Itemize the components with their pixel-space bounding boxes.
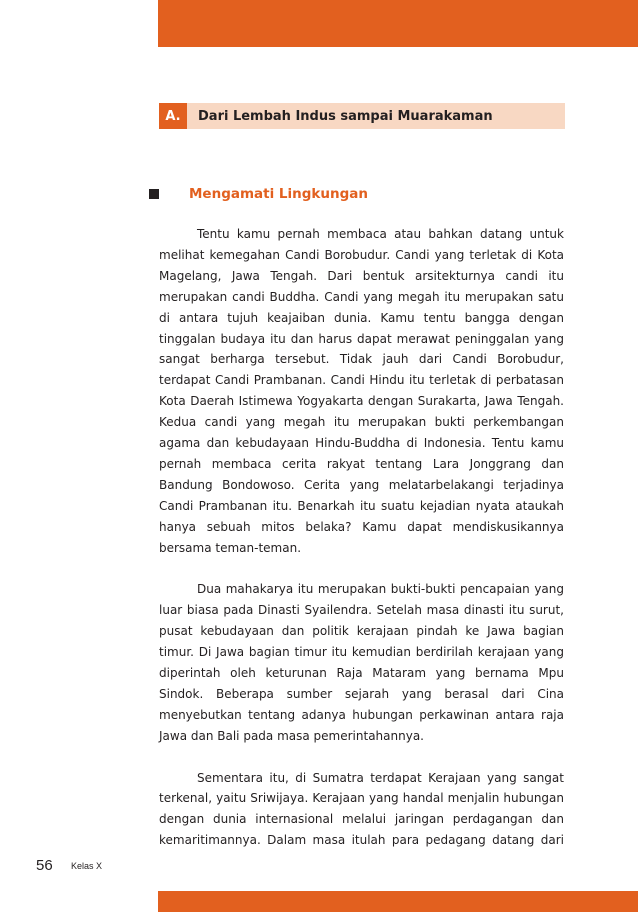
bullet-square-icon [149, 189, 159, 199]
subheading [149, 184, 368, 204]
paragraph-1: Tentu kamu pernah membaca atau bahkan datang untuk melihat kemegahan Candi Borobudur. Candi yang terletak di Kota Magelang, Jawa Tengah. Dari bentuk arsitekturnya candi itu merupakan candi Buddha. Candi yang megah itu merupakan satu di antara tujuh keajaiban dunia. Kamu tentu bangga dengan tinggalan budaya itu dan harus dapat merawat peninggalan yang sangat berharga tersebut. Tidak jauh dari Candi Borobudur, terdapat Candi Prambanan. Candi Hindu itu terletak di perbatasan Kota Daerah Istimewa Yogyakarta dengan Surakarta, Jawa Tengah. Kedua candi yang megah itu merupakan bukti perkembangan agama dan kebudayaan Hindu-Buddha di Indonesia. Tentu kamu pernah membaca cerita rakyat tentang Lara Jonggrang dan Bandung Bondowoso. Cerita yang melatarbelakangi terjadinya Candi Prambanan itu. Benarkah itu suatu kejadian nyata ataukah hanya sebuah mitos belaka? Kamu dapat mendiskusikannya bersama teman-teman. [159, 227, 564, 555]
page-number: 56 [36, 857, 53, 874]
footer-label: Kelas X [71, 861, 103, 871]
subheading-title: Mengamati Lingkungan [189, 186, 369, 202]
bottom-accent-bar [158, 891, 638, 912]
section-title: Dari Lembah Indus sampai Muarakaman [198, 108, 493, 124]
section-letter: A. [159, 103, 187, 129]
paragraph-3: Sementara itu, di Sumatra terdapat Kerajaan yang sangat terkenal, yaitu Sriwijaya. Kerajaan yang handal menjalin hubungan dengan dunia internasional melalui jaringan perdagangan dan kemaritimannya. Dalam masa itulah para pedagang datang dari [159, 770, 564, 848]
paragraph-2: Dua mahakarya itu merupakan bukti-bukti pencapaian yang luar biasa pada Dinasti Syailendra. Setelah masa dinasti itu surut, pusat kebudayaan dan politik kerajaan pindah ke Jawa bagian timur. Di Jawa bagian timur itu kemudian berdirilah kerajaan yang diperintah oleh keturunan Raja Mataram yang bernama Mpu Sindok. Beberapa sumber sejarah yang berasal dari Cina menyebutkan tentang adanya hubungan perkawinan antara raja Jawa dan Bali pada masa pemerintahannya. [159, 582, 564, 743]
body-text [159, 224, 564, 851]
section-header [159, 103, 565, 129]
top-accent-bar [158, 0, 638, 47]
